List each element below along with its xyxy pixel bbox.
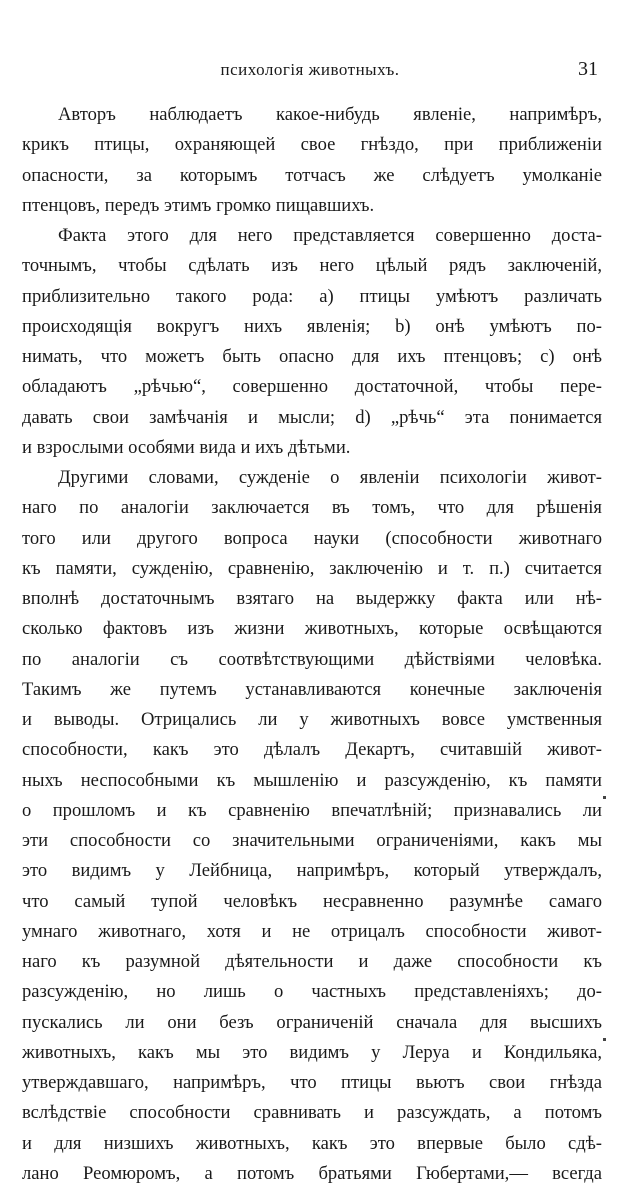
text-line: точнымъ, чтобы сдѣлать изъ него цѣлый рядъ заключеній, <box>22 255 602 277</box>
text-line: о прошломъ и къ сравненію впечатлѣній; признавались ли <box>22 799 602 821</box>
text-line: пускались ли они безъ ограниченій сначала для высшихъ <box>22 1011 602 1033</box>
text-line: Авторъ наблюдаетъ какое-нибудь явленіе, напримѣръ, <box>58 104 602 125</box>
margin-mark <box>603 796 606 799</box>
text-line: способности, какъ это дѣлалъ Декартъ, считавшій живот- <box>22 739 602 761</box>
text-line: по аналогіи съ соотвѣтствующими дѣйствіями человѣка. <box>22 648 602 670</box>
text-line: того или другого вопроса науки (способности животнаго <box>22 527 602 549</box>
text-line: Другими словами, сужденіе о явленіи психологіи живот- <box>58 467 602 488</box>
text-line: наго къ разумной дѣятельности и даже способности къ <box>22 951 602 972</box>
text-line: сколько фактовъ изъ жизни животныхъ, которые освѣщаются <box>22 618 602 640</box>
page-number: 31 <box>578 58 598 80</box>
text-line: животныхъ, какъ мы это видимъ у Леруа и Кондильяка, <box>22 1041 602 1063</box>
text-line: ныхъ неспособными къ мышленію и разсужденію, къ памяти <box>22 769 602 791</box>
text-line: приблизительно такого рода: a) птицы умѣютъ различать <box>22 285 602 307</box>
text-line: эти способности со значительными ограниченіями, какъ мы <box>22 830 602 851</box>
text-line: птенцовъ, передъ этимъ громко пищавшихъ. <box>22 194 375 216</box>
text-line: происходящія вокругъ нихъ явленія; b) онѣ умѣютъ по- <box>22 315 602 337</box>
text-line: и выводы. Отрицались ли у животныхъ вовсе умственныя <box>22 709 602 730</box>
text-line: разсужденію, но лишь о частныхъ представленіяхъ; до- <box>22 981 602 1003</box>
text-line: вслѣдствіе способности сравнивать и разсуждать, а потомъ <box>22 1102 602 1124</box>
text-line: Такимъ же путемъ устанавливаются конечные заключенія <box>22 678 602 700</box>
text-line: опасности, за которымъ тотчасъ же слѣдуетъ умолканіе <box>22 164 602 186</box>
page-header <box>0 58 620 88</box>
text-line: крикъ птицы, охраняющей свое гнѣздо, при приближеніи <box>22 134 602 156</box>
text-line: и для низшихъ животныхъ, какъ это впервые было сдѣ- <box>22 1132 602 1154</box>
text-line: и взрослыми особями вида и ихъ дѣтьми. <box>22 436 351 458</box>
text-line: утверждавшаго, напримѣръ, что птицы вьютъ свои гнѣзда <box>22 1072 602 1093</box>
text-line: къ памяти, сужденію, сравненію, заключенію и т. п.) считается <box>22 557 602 579</box>
body-text <box>22 100 602 1189</box>
running-title: психологія животныхъ. <box>220 60 400 79</box>
text-line: что самый тупой человѣкъ несравненно разумнѣе самаго <box>22 890 602 912</box>
margin-mark <box>603 1038 606 1041</box>
text-line: наго по аналогіи заключается въ томъ, что для рѣшенія <box>22 497 602 519</box>
text-line: вполнѣ достаточнымъ взятаго на выдержку факта или нѣ- <box>22 588 602 609</box>
text-line: лано Реомюромъ, а потомъ братьями Гюбертами,— всегда <box>22 1162 602 1184</box>
text-line: давать свои замѣчанія и мысли; d) „рѣчь“ эта понимается <box>22 406 602 428</box>
text-line: это видимъ у Лейбница, напримѣръ, который утверждалъ, <box>22 860 602 882</box>
text-line: обладаютъ „рѣчью“, совершенно достаточной, чтобы пере- <box>22 376 602 398</box>
text-line: умнаго животнаго, хотя и не отрицалъ способности живот- <box>22 920 602 942</box>
text-line: нимать, что можетъ быть опасно для ихъ птенцовъ; c) онѣ <box>22 346 602 367</box>
text-line: Факта этого для него представляется совершенно доста- <box>58 225 602 246</box>
